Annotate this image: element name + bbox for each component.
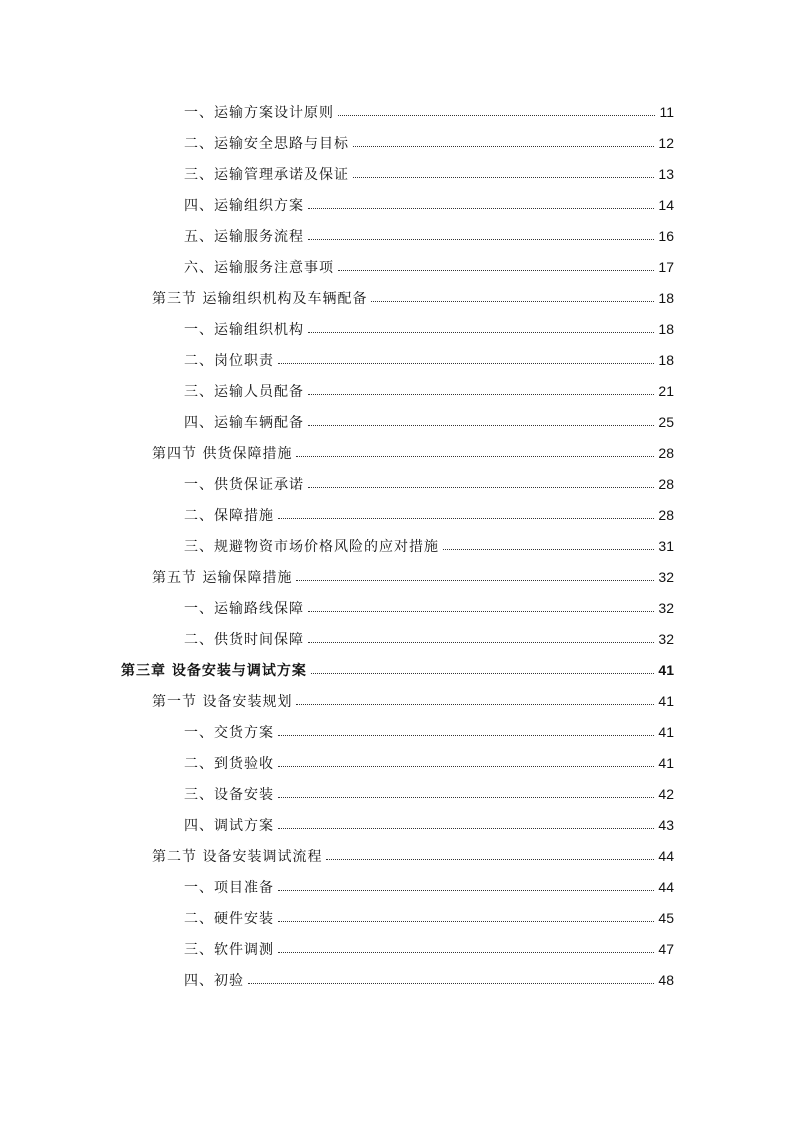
toc-entry-title: 一、交货方案 (184, 724, 274, 741)
toc-subsection-entry[interactable] (0, 933, 793, 964)
toc-page-number: 28 (658, 475, 674, 492)
toc-subsection-entry[interactable] (0, 530, 793, 561)
toc-dot-leader (353, 177, 654, 178)
toc-subsection-entry[interactable] (0, 127, 793, 158)
toc-dot-leader (278, 363, 654, 364)
toc-entry-title: 二、供货时间保障 (184, 631, 304, 648)
toc-page-number: 32 (658, 568, 674, 585)
toc-subsection-entry[interactable] (0, 220, 793, 251)
toc-entry-title: 五、运输服务流程 (184, 228, 304, 245)
toc-dot-leader (278, 921, 654, 922)
toc-entry-title: 三、规避物资市场价格风险的应对措施 (184, 538, 439, 555)
toc-subsection-entry[interactable] (0, 344, 793, 375)
toc-section-entry[interactable] (0, 437, 793, 468)
toc-section-entry[interactable] (0, 561, 793, 592)
toc-dot-leader (311, 673, 655, 674)
toc-dot-leader (308, 394, 654, 395)
toc-page-number: 25 (658, 413, 674, 430)
toc-page-number: 28 (658, 444, 674, 461)
toc-subsection-entry[interactable] (0, 778, 793, 809)
toc-subsection-entry[interactable] (0, 189, 793, 220)
toc-page-number: 45 (658, 909, 674, 926)
toc-subsection-entry[interactable] (0, 623, 793, 654)
toc-dot-leader (326, 859, 654, 860)
toc-entry-title: 二、保障措施 (184, 507, 274, 524)
toc-entry-title: 三、设备安装 (184, 786, 274, 803)
toc-entry-title: 第四节 供货保障措施 (152, 445, 293, 462)
toc-subsection-entry[interactable] (0, 499, 793, 530)
toc-section-entry[interactable] (0, 840, 793, 871)
table-of-contents (0, 96, 793, 995)
toc-subsection-entry[interactable] (0, 964, 793, 995)
toc-page-number: 18 (658, 289, 674, 306)
toc-chapter-entry[interactable] (0, 654, 793, 685)
toc-dot-leader (248, 983, 654, 984)
toc-dot-leader (278, 952, 654, 953)
toc-subsection-entry[interactable] (0, 902, 793, 933)
toc-entry-title: 四、调试方案 (184, 817, 274, 834)
toc-page-number: 41 (658, 723, 674, 740)
toc-page-number: 48 (658, 971, 674, 988)
toc-entry-title: 二、到货验收 (184, 755, 274, 772)
toc-entry-title: 四、运输组织方案 (184, 197, 304, 214)
toc-dot-leader (278, 518, 654, 519)
toc-subsection-entry[interactable] (0, 406, 793, 437)
toc-dot-leader (353, 146, 654, 147)
toc-entry-title: 第二节 设备安装调试流程 (152, 848, 323, 865)
toc-entry-title: 二、岗位职责 (184, 352, 274, 369)
toc-dot-leader (278, 797, 654, 798)
toc-dot-leader (296, 456, 654, 457)
toc-dot-leader (278, 828, 654, 829)
toc-page-number: 11 (659, 103, 674, 120)
toc-page-number: 41 (658, 661, 674, 678)
toc-page-number: 44 (658, 878, 674, 895)
toc-subsection-entry[interactable] (0, 747, 793, 778)
toc-entry-title: 六、运输服务注意事项 (184, 259, 334, 276)
toc-page-number: 44 (658, 847, 674, 864)
toc-entry-title: 二、硬件安装 (184, 910, 274, 927)
toc-entry-title: 三、运输管理承诺及保证 (184, 166, 349, 183)
toc-page-number: 18 (658, 351, 674, 368)
toc-dot-leader (278, 735, 654, 736)
toc-subsection-entry[interactable] (0, 375, 793, 406)
toc-page-number: 21 (658, 382, 674, 399)
toc-dot-leader (308, 239, 654, 240)
toc-entry-title: 第五节 运输保障措施 (152, 569, 293, 586)
toc-subsection-entry[interactable] (0, 313, 793, 344)
toc-entry-title: 一、运输路线保障 (184, 600, 304, 617)
toc-page-number: 16 (658, 227, 674, 244)
toc-dot-leader (338, 270, 654, 271)
toc-page-number: 12 (658, 134, 674, 151)
toc-section-entry[interactable] (0, 282, 793, 313)
toc-entry-title: 一、运输方案设计原则 (184, 104, 334, 121)
toc-page-number: 17 (658, 258, 674, 275)
toc-subsection-entry[interactable] (0, 158, 793, 189)
toc-dot-leader (371, 301, 654, 302)
toc-subsection-entry[interactable] (0, 871, 793, 902)
toc-entry-title: 二、运输安全思路与目标 (184, 135, 349, 152)
toc-subsection-entry[interactable] (0, 592, 793, 623)
toc-entry-title: 一、运输组织机构 (184, 321, 304, 338)
toc-page-number: 42 (658, 785, 674, 802)
toc-page-number: 14 (658, 196, 674, 213)
toc-dot-leader (338, 115, 655, 116)
toc-dot-leader (308, 425, 654, 426)
toc-section-entry[interactable] (0, 685, 793, 716)
toc-dot-leader (308, 332, 654, 333)
toc-subsection-entry[interactable] (0, 809, 793, 840)
toc-entry-title: 三、运输人员配备 (184, 383, 304, 400)
toc-page-number: 31 (658, 537, 674, 554)
toc-dot-leader (308, 487, 654, 488)
toc-dot-leader (443, 549, 654, 550)
toc-dot-leader (308, 642, 654, 643)
toc-entry-title: 一、项目准备 (184, 879, 274, 896)
toc-page-number: 28 (658, 506, 674, 523)
toc-dot-leader (296, 704, 654, 705)
toc-entry-title: 第三章 设备安装与调试方案 (121, 662, 307, 679)
toc-entry-title: 一、供货保证承诺 (184, 476, 304, 493)
toc-page-number: 13 (658, 165, 674, 182)
toc-dot-leader (296, 580, 654, 581)
toc-entry-title: 四、运输车辆配备 (184, 414, 304, 431)
toc-dot-leader (278, 890, 654, 891)
toc-entry-title: 三、软件调测 (184, 941, 274, 958)
toc-page-number: 32 (658, 630, 674, 647)
toc-entry-title: 四、初验 (184, 972, 244, 989)
toc-entry-title: 第三节 运输组织机构及车辆配备 (152, 290, 368, 307)
toc-page-number: 41 (658, 692, 674, 709)
toc-subsection-entry[interactable] (0, 716, 793, 747)
toc-subsection-entry[interactable] (0, 468, 793, 499)
toc-subsection-entry[interactable] (0, 251, 793, 282)
toc-page-number: 43 (658, 816, 674, 833)
toc-dot-leader (308, 611, 654, 612)
toc-subsection-entry[interactable] (0, 96, 793, 127)
toc-entry-title: 第一节 设备安装规划 (152, 693, 293, 710)
toc-page-number: 18 (658, 320, 674, 337)
toc-page-number: 32 (658, 599, 674, 616)
toc-page-number: 41 (658, 754, 674, 771)
toc-page-number: 47 (658, 940, 674, 957)
toc-dot-leader (278, 766, 654, 767)
toc-dot-leader (308, 208, 654, 209)
